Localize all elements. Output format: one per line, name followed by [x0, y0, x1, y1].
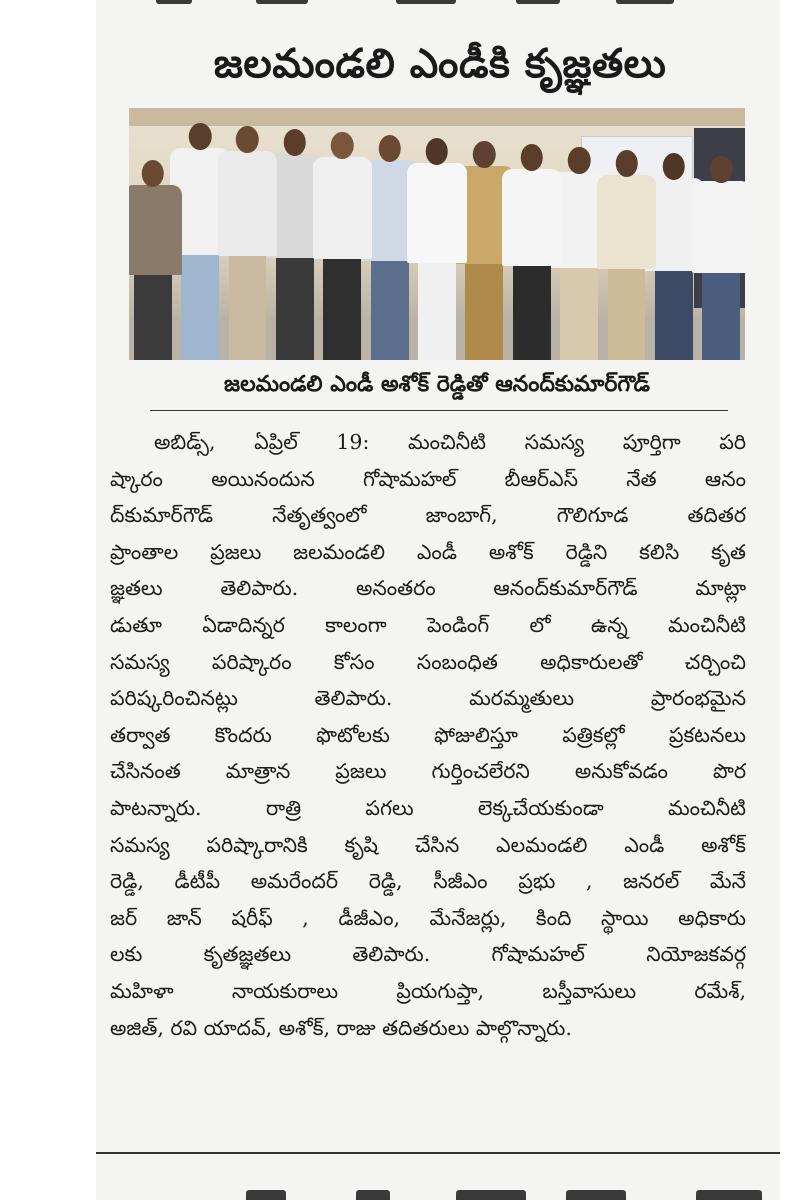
article-line: ష్కారం అయినందున గోషామహల్ బీఆర్ఎస్ నేత ఆనం: [110, 466, 746, 491]
person: [313, 132, 372, 360]
article-body: [110, 424, 746, 1046]
person: [218, 126, 277, 360]
cropped-text-top: [96, 0, 780, 14]
article-line: చేసినంత మాత్రాన ప్రజలు గుర్తించలేరని అనుకోవడం పొర: [110, 759, 746, 784]
person: [692, 156, 745, 360]
bottom-divider: [96, 1152, 780, 1154]
page-margin-left: [0, 0, 96, 1200]
person: [502, 144, 561, 360]
article-line: సమస్య పరిష్కారం కోసం సంబంధిత అధికారులతో చర్చించి: [110, 649, 746, 674]
person: [597, 150, 656, 360]
caption-divider: [150, 410, 728, 411]
article-line: మహిళా నాయకురాలు ప్రియగుప్తా, బస్తీవాసులు రమేశ్,: [110, 978, 746, 1003]
article-line: ద్‌కుమార్‌గౌడ్ నేతృత్వంలో జాంబాగ్, గౌలిగూడ తదితర: [110, 503, 746, 528]
page-margin-right: [780, 0, 800, 1200]
person: [129, 160, 182, 360]
article-line: పరిష్కరించినట్లు తెలిపారు. మరమ్మతులు ప్రారంభమైన: [110, 686, 746, 711]
article-headline: జలమండలి ఎండీకి కృజ్ఞతలు: [213, 41, 667, 87]
article-line: అజిత్, రవి యాదవ్, అశోక్, రాజు తదితరులు పాల్గొన్నారు.: [110, 1015, 572, 1040]
cropped-text-bottom: [96, 1178, 780, 1200]
article-line: ప్రాంతాల ప్రజలు జలమండలి ఎండీ అశోక్ రెడ్డిని కలిసి కృత: [110, 539, 746, 564]
photo-caption: జలమండలి ఎండీ అశోక్ రెడ్డితో ఆనంద్‌కుమార్‌గౌడ్: [224, 372, 650, 397]
article-line: రెడ్డి, డీటీపీ అమరేందర్ రెడ్డి, సీజీఎం ప్రభు , జనరల్ మేనే: [110, 869, 746, 894]
article-line: తర్వాత కొందరు ఫొటోలకు ఫోజులిస్తూ పత్రికల్లో ప్రకటనలు: [110, 722, 746, 747]
article-line: పాటన్నారు. రాత్రి పగలు లెక్కచేయకుండా మంచినీటి: [110, 795, 746, 820]
article-line: అబిడ్స్, ఏప్రిల్ 19: మంచినీటి సమస్య పూర్తిగా పరి: [154, 430, 746, 454]
person: [407, 138, 466, 360]
article-line: జర్ జాన్ షరీఫ్ , డీజీఎం, మేనేజర్లు, కింది స్థాయి అధికారు: [110, 905, 746, 930]
article-line: సమస్య పరిష్కారానికి కృషి చేసిన ఎలమండలి ఎండీ అశోక్: [110, 832, 746, 857]
news-photo: [129, 108, 745, 360]
article-line: డుతూ ఏడాదిన్నర కాలంగా పెండింగ్ లో ఉన్న మంచినీటి: [110, 612, 746, 637]
article-line: జ్ఞతలు తెలిపారు. అనంతరం ఆనంద్‌కుమార్‌గౌడ్ మాట్లా: [110, 576, 746, 601]
article-line: లకు కృతజ్ఞతలు తెలిపారు. గోషామహల్ నియోజకవర్గ: [110, 942, 746, 967]
